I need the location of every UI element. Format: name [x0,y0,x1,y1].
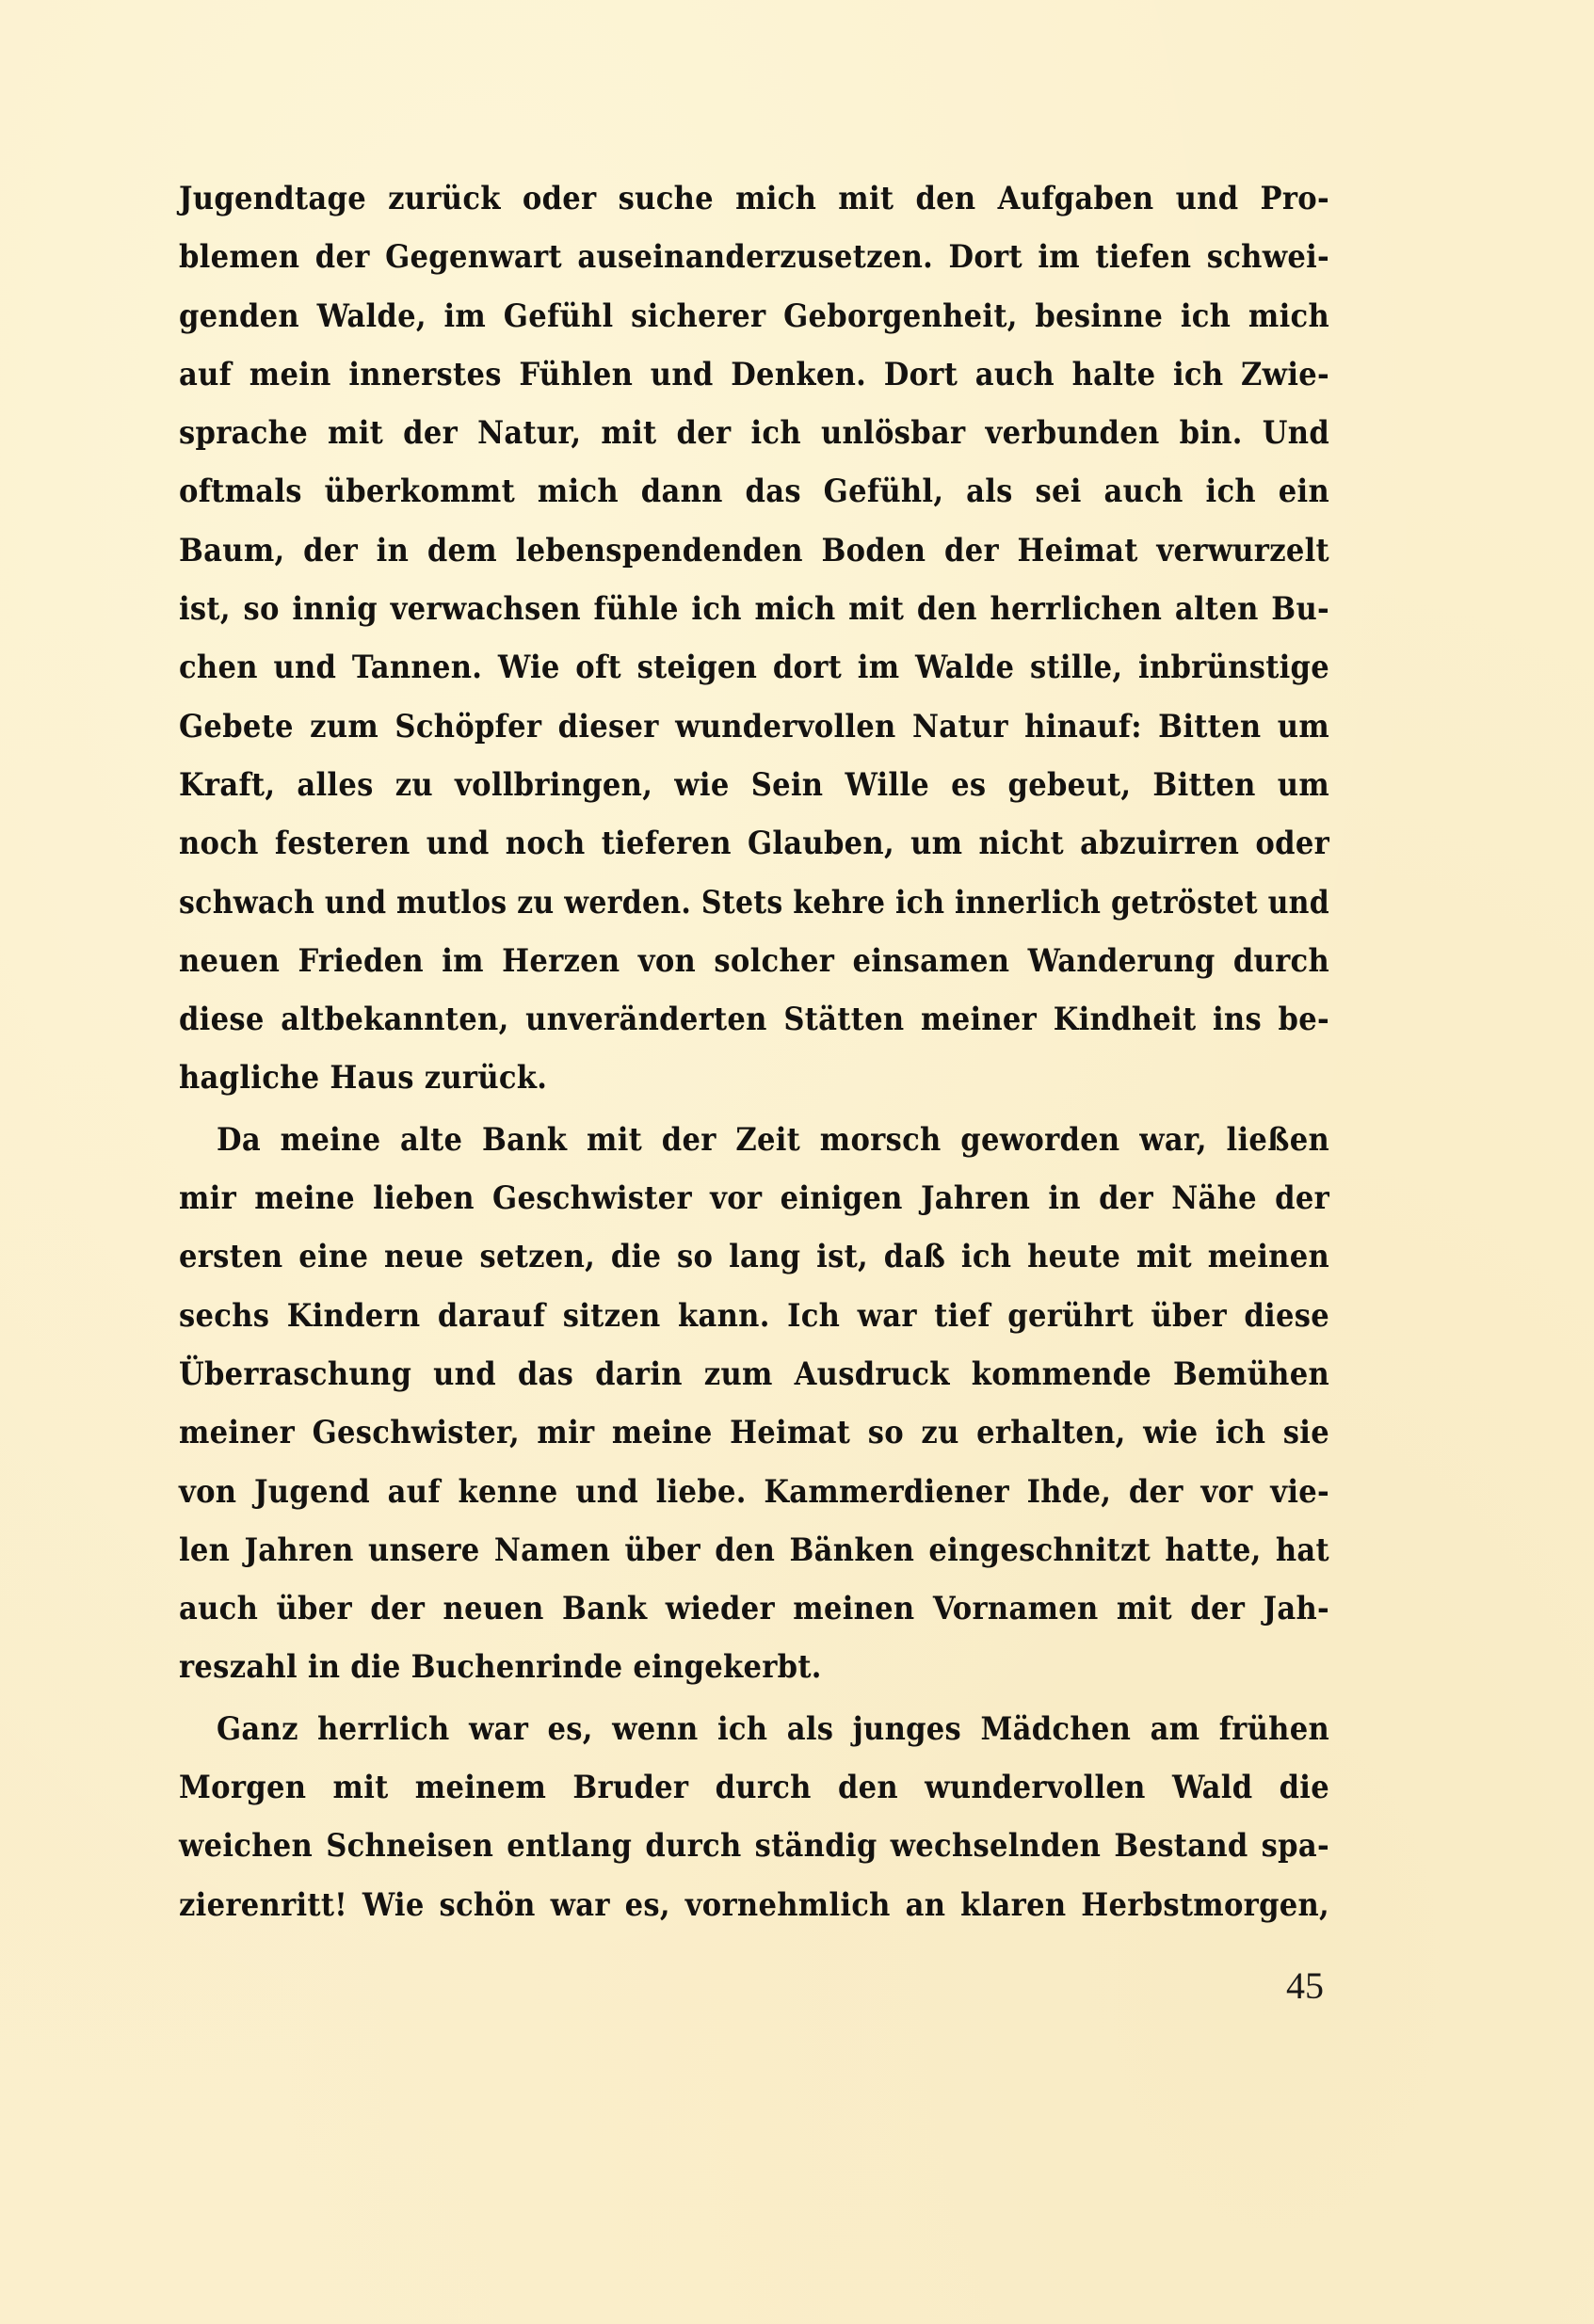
text-line: Überraschung und das darin zum Ausdruck kommende Bemühen [179,1354,1329,1393]
text-line: Baum, der in dem lebenspendenden Boden der Heimat verwurzelt [179,531,1329,569]
paragraph-3 [179,1700,1329,1934]
text-line: oftmals überkommt mich dann das Gefühl, als sei auch ich ein [179,473,1329,511]
body-text [179,169,1329,1934]
text-line: hagliche Haus zurück. [179,1059,548,1098]
text-line: reszahl in die Buchenrinde eingekerbt. [179,1648,822,1687]
paragraph-1 [179,169,1329,1108]
text-line: Gebete zum Schöpfer dieser wundervollen Natur hinauf: Bitten um [179,707,1329,745]
page-number: 45 [1286,1964,1324,2007]
text-line: Kraft, alles zu vollbringen, wie Sein Wille es gebeut, Bitten um [179,765,1329,804]
paragraph-2 [179,1111,1329,1697]
text-line: Da meine alte Bank mit der Zeit morsch geworden war, ließen [217,1120,1329,1159]
text-line: weichen Schneisen entlang durch ständig wechselnden Bestand spa- [179,1827,1329,1866]
text-line: Jugendtage zurück oder suche mich mit den Aufgaben und Pro- [179,180,1329,217]
text-line: auf mein innerstes Fühlen und Denken. Dort auch halte ich Zwie- [179,355,1329,393]
text-line: auch über der neuen Bank wieder meinen Vornamen mit der Jah- [179,1590,1329,1628]
text-line: neuen Frieden im Herzen von solcher einsamen Wanderung durch [179,941,1329,980]
text-line: chen und Tannen. Wie oft steigen dort im Walde stille, inbrünstige [179,649,1329,687]
text-line: noch festeren und noch tieferen Glauben, um nicht abzuirren oder [179,825,1329,863]
text-line: Morgen mit meinem Bruder durch den wundervollen Wald die [179,1769,1329,1807]
text-line: blemen der Gegenwart auseinanderzusetzen. Dort im tiefen schwei- [179,238,1329,277]
text-line: zierenritt! Wie schön war es, vornehmlich an klaren Herbstmorgen, [179,1885,1329,1924]
text-line: meiner Geschwister, mir meine Heimat so zu erhalten, wie ich sie [179,1414,1329,1452]
text-line: ist, so innig verwachsen fühle ich mich mit den herrlichen alten Bu- [179,590,1329,629]
text-line: Ganz herrlich war es, wenn ich als junges Mädchen am frühen [217,1709,1329,1748]
text-line: mir meine lieben Geschwister vor einigen Jahren in der Nähe der [179,1179,1329,1218]
text-line: genden Walde, im Gefühl sicherer Geborgenheit, besinne ich mich [179,297,1329,335]
text-line: len Jahren unsere Namen über den Bänken eingeschnitzt hatte, hat [179,1531,1329,1569]
text-line: diese altbekannten, unveränderten Stätten meiner Kindheit ins be- [179,1001,1329,1039]
text-line: sprache mit der Natur, mit der ich unlösbar verbunden bin. Und [179,414,1329,453]
text-line: schwach und mutlos zu werden. Stets kehre ich innerlich getröstet und [179,883,1329,922]
text-line: ersten eine neue setzen, die so lang ist, daß ich heute mit meinen [179,1238,1329,1276]
text-line: von Jugend auf kenne und liebe. Kammerdiener Ihde, der vor vie- [179,1472,1329,1511]
text-line: sechs Kindern darauf sitzen kann. Ich war tief gerührt über diese [179,1296,1329,1335]
